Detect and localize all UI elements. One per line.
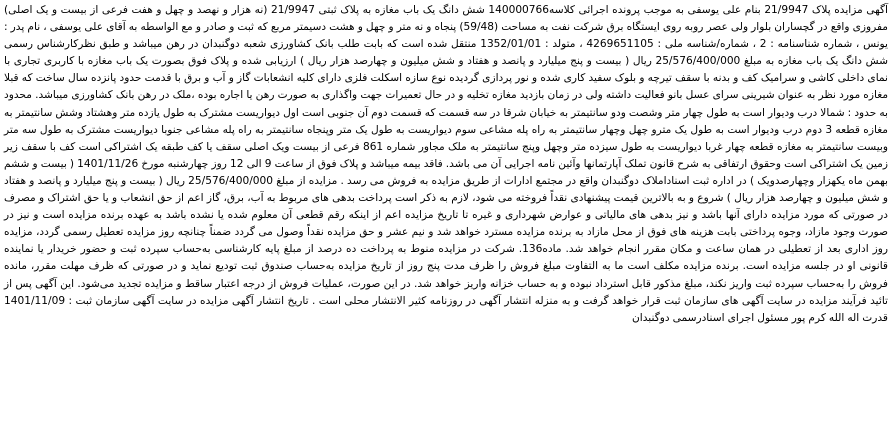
auction-notice — [4, 2, 888, 327]
auction-notice-text: آگهی مزایده پلاک 21/9947 بنام علی یوسفی به موجب پرونده اجرائی کلاسه140000766 شش دانگ یک باب مغازه به پلاک ثبتی 21/9947 (نه هزار و نهصد و چهل و هفت فرعی از بیست و یک اصلی) مفروزی واقع در گچساران بلوار ولی عصر روبه روی ایستگاه برق شرکت نفت به مساحت (59/48) پنجاه و نه متر و چهل و هشت دسیمتر مربع که ثبت و صادر و مع الواسطه به آقای علی یوسفی ، نام پدر : یونس ، شماره شناسنامه : 2 ، شماره/شناسه ملی : 4269651105 ، متولد : 1352/01/01 منتقل شده است که بابت طلب بانک کشاورزی شعبه دوگنبدان در رهن میباشد و طبق نظرکارشناس رسمی شش دانگ یک باب مغازه به مبلغ 25/576/400/000 ریال ( بیست و پنج میلیارد و پانصد و هفتاد و شش میلیون و چهارصد هزار ریال ) ارزیابی شده و پلاک فوق بصورت یک باب مغازه با کاربری تجاری با نمای داخلی کاشی و سرامیک کف و بدنه با سقف تیرچه و بلوک سفید کاری شده و نور پردازی گردیده نوع سازه اسکلت فلزی دارای کلیه انشعابات گاز و آب و برق با قدمت حدود پانزده سال ساخت که قبلا مغازه مورد نظر به عنوان شیرینی سرای عسل بانو فعالیت داشته ولی در زمان بازدید مغازه تخلیه و در حال تعمیرات جهت واگذاری به صورت رهن یا اجاره بوده ،ملک در رهن بانک کشاورزی میباشد. محدود به حدود : شمالا درب ودیوار است به طول چهار متر وشصت ودو سانتیمتر به خیابان شرقا در سه قسمت که قسمت دوم آن جنوبی است اول دیواریست مشترک به طول یازده متر وهشتاد وشش سانتیمتر به مغازه قطعه 3 دوم درب ودیوار است به طول یک مترو چهل وچهار سانتیمتر به راه پله مشاعی سوم دیواریست به طول یک متر وپنجاه سانتیمتر به راه پله مشاعی جنوبا دیواریست مشترک به طول سه متر وبیست سانتیمتر به مغازه قطعه چهار غربا دیواریست به طول سیزده متر وچهل وپنج سانتیمتر به ملک مجاور شماره 861 فرعی از بیست ویک اصلی سقف یا کف طبقه یک اشتراکی است کف با سقف زیر زمین یک اشتراکی است وحقوق ارتفاقی به شرح قانون تملک آپارتمانها وآئین نامه اجرایی آن می باشد. فاقد بیمه میباشد و پلاک فوق از ساعت 9 الی 12 روز چهارشنبه مورخ 1401/11/26 ( بیست و ششم بهمن ماه یکهزار وچهارصدویک ) در اداره ثبت اسناداملاک دوگنبدان واقع در مجتمع ادارات از طریق مزایده به فروش می رسد . مزایده از مبلغ 25/576/400/000 ریال ( بیست و پنج میلیارد و پانصد و هفتاد و شش میلیون و چهارصد هزار ریال ) شروع و به بالاترین قیمت پیشنهادی نقداً فروخته می شود، لازم به ذکر است پرداخت بدهی های مربوط به آب، برق، گاز اعم از حق انشعاب و یا حق اشتراک و مصرف در صورتی که مورد مزایده دارای آنها باشد و نیز بدهی های مالیاتی و عوارض شهرداری و غیره تا تاریخ مزایده اعم از اینکه رقم قطعی آن معلوم شده یا نشده باشد به عهده برنده مزایده است و نیز در صورت وجود مازاد، وجوه پرداختی بابت هزینه های فوق از محل مازاد به برنده مزایده مسترد خواهد شد و نیم عشر و حق مزایده نقداً وصول می گردد ضمناً چنانچه روز مزایده تعطیل رسمی گردد، مزایده روز اداری بعد از تعطیلی در همان ساعت و مکان مقرر انجام خواهد شد. ماده136. شرکت در مزایده منوط به پرداخت ده درصد از مبلغ پایه کارشناسی به‌حساب سپرده ثبت و حضور خریدار یا نماینده قانونی او در جلسه مزایده است. برنده مزایده مکلف است ما به التفاوت مبلغ فروش را ظرف مدت پنج روز از تاریخ مزایده به‌حساب صندوق ثبت تودیع نماید و در صورتی که ظرف مهلت مقرر، مانده فروش را به‌حساب سپرده ثبت واریز نکند، مبلغ مذکور قابل استرداد نبوده و به حساب خزانه واریز خواهد شد. در این صورت، عملیات فروش از درجه اعتبار ساقط و مزایده تجدید می‌شود. این آگهی پس از تائید فرآیند مزایده در سایت آگهی های سازمان ثبت قرار خواهد گرفت و به منزله انتشار آگهی در روزنامه کثیر الانتشار محلی است . تاریخ انتشار آگهی مزایده در سایت آگهی سازمان ثبت : 1401/11/09 قدرت اله الله کرم پور مسئول اجرای اسنادرسمی دوگنبدان — [4, 4, 888, 324]
